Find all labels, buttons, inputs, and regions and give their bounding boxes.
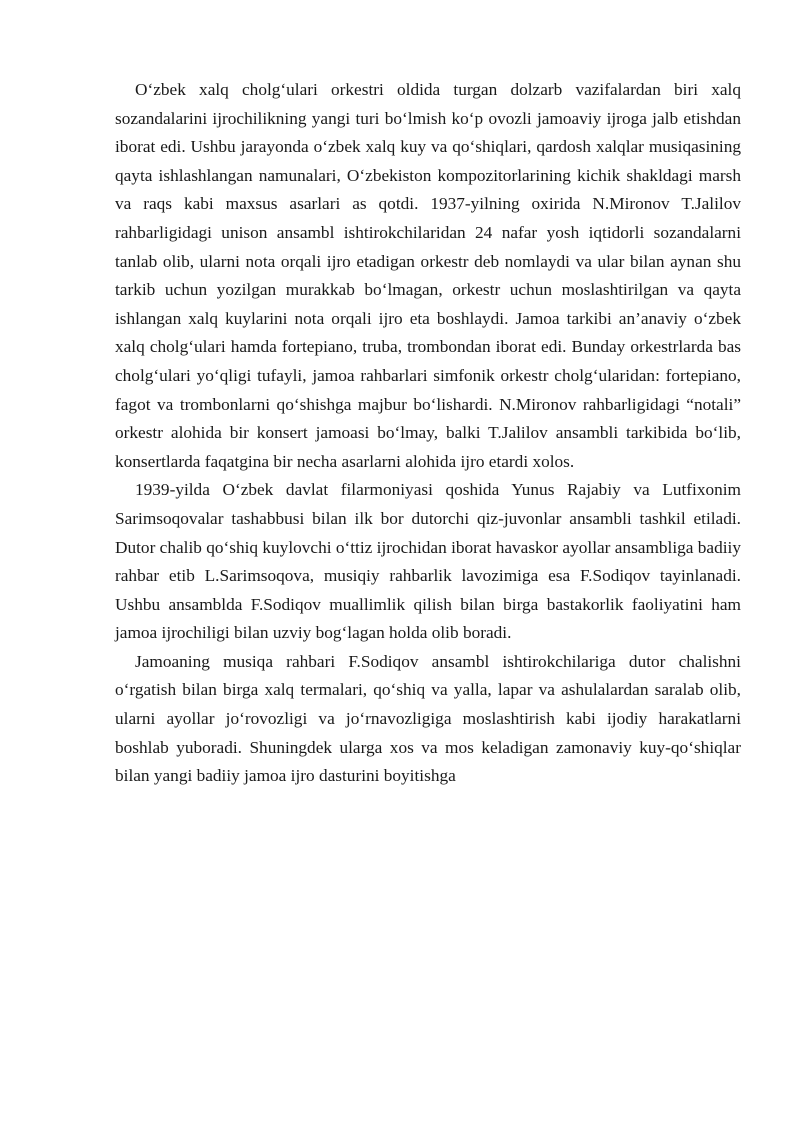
paragraph-2: 1939-yilda O‘zbek davlat filarmoniyasi qoshida Yunus Rajabiy va Lutfixonim Sarimsoqovalar tashabbusi bilan ilk bor dutorchi qiz-juvonlar ansambli tashkil etiladi. Dutor chalib qo‘shiq kuylovchi o‘ttiz ijrochidan iborat havaskor ayollar ansambliga badiiy rahbar etib L.Sarimsoqova, musiqiy rahbarlik lavozimiga esa F.Sodiqov tayinlanadi. Ushbu ansamblda F.Sodiqov muallimlik qilish bilan birga bastakorlik faoliyatini ham jamoa ijrochiligi bilan uzviy bog‘lagan holda olib boradi. <box>115 480 741 643</box>
paragraph-1: O‘zbek xalq cholg‘ulari orkestri oldida turgan dolzarb vazifalardan biri xalq sozandalarini ijrochilikning yangi turi bo‘lmish ko‘p ovozli jamoaviy ijroga jalb etishdan iborat edi. Ushbu jarayonda o‘zbek xalq kuy va qo‘shiqlari, qardosh xalqlar musiqasining qayta ishlashlangan namunalari, O‘zbekiston kompozitorlarining kichik shakldagi marsh va raqs kabi maxsus asarlari as qotdi. 1937-yilning oxirida N.Mironov T.Jalilov rahbarligidagi unison ansambl ishtirokchilaridan 24 nafar yosh iqtidorli sozandalarni tanlab olib, ularni nota orqali ijro etadigan orkestr deb nomlaydi va ular bilan aynan shu tarkib uchun yozilgan murakkab bo‘lmagan, orkestr uchun moslashtirilgan va qayta ishlangan xalq kuylarini nota orqali ijro eta boshlaydi. Jamoa tarkibi an’anaviy o‘zbek xalq cholg‘ulari hamda fortepiano, truba, trombondan iborat edi. Bunday orkestrlarda bas cholg‘ulari yo‘qligi tufayli, jamoa rahbarlari simfonik orkestr cholg‘ularidan: fortepiano, fagot va trombonlarni qo‘shishga majbur bo‘lishardi. N.Mironov rahbarligidagi “notali” orkestr alohida bir konsert jamoasi bo‘lmay, balki T.Jalilov ansambli tarkibida bo‘lib, konsertlarda faqatgina bir necha asarlarni alohida ijro etardi xolos. <box>115 80 741 471</box>
paragraph-3: Jamoaning musiqa rahbari F.Sodiqov ansambl ishtirokchilariga dutor chalishni o‘rgatish bilan birga xalq termalari, qo‘shiq va yalla, lapar va ashulalardan saralab olib, ularni ayollar jo‘rovozligi va jo‘rnavozligiga moslashtirish kabi ijodiy harakatlarni boshlab yuboradi. Shuningdek ularga xos va mos keladigan zamonaviy kuy-qo‘shiqlar bilan yangi badiiy jamoa ijro dasturini boyitishga <box>115 651 741 786</box>
document-body <box>115 76 741 791</box>
